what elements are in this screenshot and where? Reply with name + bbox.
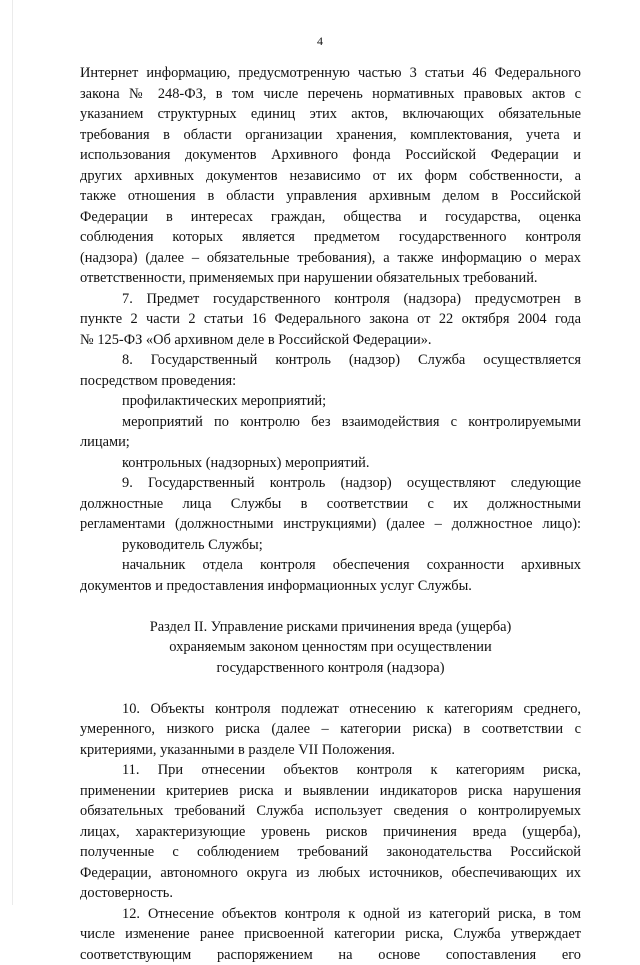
heading-line: государственного контроля (надзора) xyxy=(80,658,581,679)
text-line: контрольных (надзорных) мероприятий. xyxy=(80,453,581,474)
text-line: ответственности, применяемых при нарушении обязательных требований. xyxy=(80,268,581,289)
text-line: Интернет информацию, предусмотренную частью 3 статьи 46 Федерального xyxy=(80,63,581,84)
text-line: 10. Объекты контроля подлежат отнесению к категориям среднего, xyxy=(80,699,581,720)
heading-line: охраняемым законом ценностям при осуществлении xyxy=(80,637,581,658)
text-line: требования в области организации хранения, комплектования, учета и xyxy=(80,125,581,146)
text-line: также отношения в области управления архивным делом в Российской xyxy=(80,186,581,207)
heading-line: Раздел II. Управление рисками причинения вреда (ущерба) xyxy=(80,617,581,638)
paragraph-11 xyxy=(80,760,581,904)
text-line: 8. Государственный контроль (надзор) Служба осуществляется xyxy=(80,350,581,371)
text-line: (надзора) (далее – обязательные требования), а также информацию о мерах xyxy=(80,248,581,269)
text-line: пункте 2 части 2 статьи 16 Федерального закона от 22 октября 2004 года xyxy=(80,309,581,330)
text-line: указанием структурных единиц этих актов, включающих обязательные xyxy=(80,104,581,125)
text-line: достоверность. xyxy=(80,883,581,904)
text-line: 7. Предмет государственного контроля (надзора) предусмотрен в xyxy=(80,289,581,310)
text-line: 12. Отнесение объектов контроля к одной из категорий риска, в том xyxy=(80,904,581,925)
text-line: критериями, указанными в разделе VII Положения. xyxy=(80,740,581,761)
text-line: обязательных требований Служба использует сведения о контролируемых xyxy=(80,801,581,822)
text-line: Федерации в интересах граждан, общества и государства, оценка xyxy=(80,207,581,228)
document-body xyxy=(80,63,581,965)
text-line: посредством проведения: xyxy=(80,371,581,392)
text-line: регламентами (должностными инструкциями) (далее – должностное лицо): xyxy=(80,514,581,535)
spacer xyxy=(80,596,581,617)
text-line: использования документов Архивного фонда Российской Федерации и xyxy=(80,145,581,166)
paragraph-10 xyxy=(80,699,581,761)
paragraph-8 xyxy=(80,350,581,473)
paragraph-7 xyxy=(80,289,581,351)
text-line: № 125-ФЗ «Об архивном деле в Российской Федерации». xyxy=(80,330,581,351)
text-line: умеренного, низкого риска (далее – категории риска) в соответствии с xyxy=(80,719,581,740)
text-line: начальник отдела контроля обеспечения сохранности архивных xyxy=(80,555,581,576)
text-line: мероприятий по контролю без взаимодействия с контролируемыми xyxy=(80,412,581,433)
text-line: соответствующим распоряжением на основе сопоставления его xyxy=(80,945,581,965)
text-line: Федерации, автономного округа из любых источников, обеспечивающих их xyxy=(80,863,581,884)
text-line: 11. При отнесении объектов контроля к категориям риска, xyxy=(80,760,581,781)
text-line: лицах, характеризующие уровень рисков причинения вреда (ущерба), xyxy=(80,822,581,843)
text-line: закона № 248-ФЗ, в том числе перечень нормативных правовых актов с xyxy=(80,84,581,105)
text-line: документов и предоставления информационных услуг Службы. xyxy=(80,576,581,597)
text-line: числе изменение ранее присвоенной категории риска, Служба утверждает xyxy=(80,924,581,945)
paragraph-continuation xyxy=(80,63,581,289)
page-number: 4 xyxy=(0,34,640,49)
paragraph-12 xyxy=(80,904,581,965)
text-line: применении критериев риска и выявлении индикаторов риска нарушения xyxy=(80,781,581,802)
scan-edge-line xyxy=(12,0,13,905)
text-line: руководитель Службы; xyxy=(80,535,581,556)
text-line: соблюдения которых является предметом государственного контроля xyxy=(80,227,581,248)
paragraph-9 xyxy=(80,473,581,596)
text-line: лицами; xyxy=(80,432,581,453)
text-line: профилактических мероприятий; xyxy=(80,391,581,412)
text-line: других архивных документов независимо от их форм собственности, а xyxy=(80,166,581,187)
section-heading xyxy=(80,617,581,679)
text-line: полученные с соблюдением требований законодательства Российской xyxy=(80,842,581,863)
spacer xyxy=(80,678,581,699)
text-line: должностные лица Службы в соответствии с их должностными xyxy=(80,494,581,515)
text-line: 9. Государственный контроль (надзор) осуществляют следующие xyxy=(80,473,581,494)
